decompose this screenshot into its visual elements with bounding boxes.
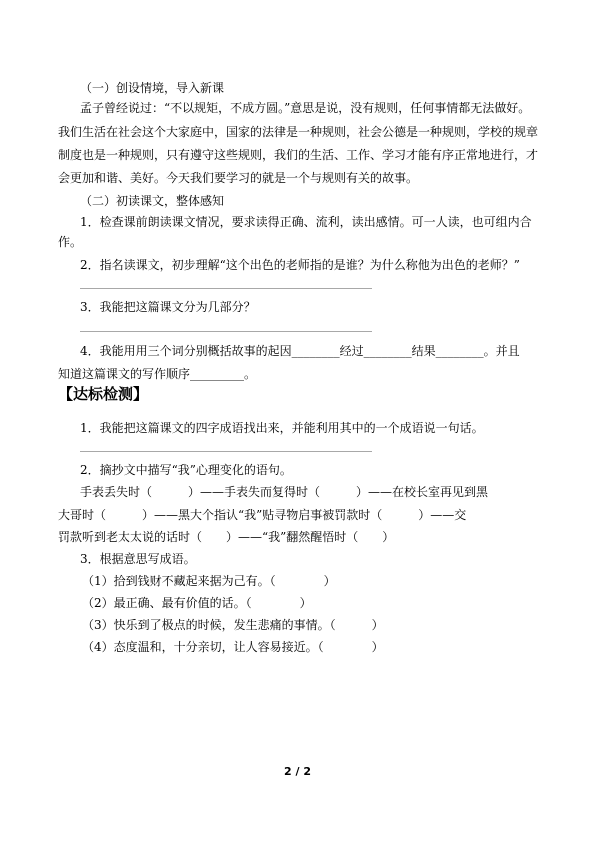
idiom-item: （3）快乐到了极点的时候，发生悲痛的事情。（ ） [82,618,384,632]
intro-paragraph-line: 我们生活在社会这个大家庭中，国家的法律是一种规则，社会公德是一种规则，学校的规章 [58,125,539,139]
answer-line [80,451,372,452]
question-2-text: 2．指名读课文，初步理解“这个出色的老师指的是谁？为什么称他为出色的老师？” [80,258,520,272]
section-heading-first-reading: （二）初读课文，整体感知 [80,194,225,208]
mood-change-line: 手表丢失时（ ）——手表失而复得时（ ）——在校长室再见到黑 [80,485,489,499]
mood-change-line: 大哥时（ ）——黑大个指认“我”贴寻物启事被罚款时（ ）——交 [58,508,467,522]
mood-change-line: 罚款听到老太太说的话时（ ）——“我”翻然醒悟时（ ） [58,530,395,544]
question-3-text: 3．我能把这篇课文分为几部分？ [80,300,256,314]
intro-paragraph-line: 会更加和谐、美好。今天我们要学习的就是一个与规则有关的故事。 [58,171,419,185]
assessment-question-2-text: 2．摘抄文中描写“我”心理变化的语句。 [80,463,292,477]
answer-line [80,331,372,332]
page-number: 2 / 2 [284,765,311,778]
question-1-line: 作。 [58,235,83,249]
section-heading-create-situation: （一）创设情境，导入新课 [80,81,225,95]
idiom-item: （1）拾到钱财不藏起来据为己有。（ ） [82,574,336,588]
question-1-line: 1．检查课前朗读课文情况，要求读得正确、流利，读出感情。可一人读，也可组内合 [80,215,532,229]
idiom-item: （2）最正确、最有价值的话。（ ） [82,596,312,610]
intro-paragraph-line: 孟子曾经说过：“不以规矩，不成方圆。”意思是说，没有规则，任何事情都无法做好。 [80,101,531,115]
question-4-line: 知道这篇课文的写作顺序_________。 [58,367,257,381]
intro-paragraph-line: 制度也是一种规则，只有遵守这些规则，我们的生活、工作、学习才能有序正常地进行，才 [58,148,539,162]
assessment-question-3-text: 3．根据意思写成语。 [80,552,196,566]
assessment-heading: 【达标检测】 [58,385,149,403]
question-4-line: 4．我能用用三个词分别概括故事的起因________经过________结果________。并且 [80,344,520,358]
answer-line [80,288,372,289]
assessment-question-1-text: 1．我能把这篇课文的四字成语找出来，并能利用其中的一个成语说一句话。 [80,421,484,435]
idiom-item: （4）态度温和，十分亲切，让人容易接近。（ ） [82,640,384,654]
